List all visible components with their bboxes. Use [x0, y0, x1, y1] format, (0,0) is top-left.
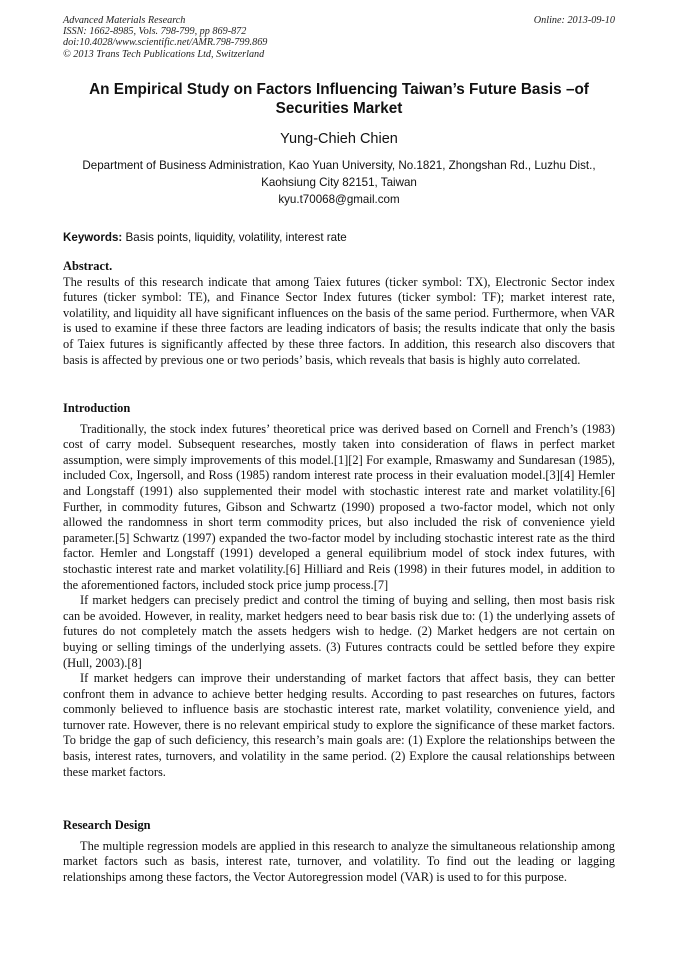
author-name: Yung-Chieh Chien: [280, 131, 398, 147]
paper-title: An Empirical Study on Factors Influencing Taiwan’s Future Basis –of Securities Market: [89, 81, 589, 117]
introduction-heading: Introduction: [63, 401, 131, 415]
online-date: Online: 2013-09-10: [533, 15, 615, 26]
introduction-section: [63, 401, 615, 780]
abstract-heading: Abstract.: [63, 259, 113, 273]
copyright-line: © 2013 Trans Tech Publications Ltd, Switzerland: [63, 48, 265, 60]
introduction-paragraph: If market hedgers can precisely predict and control the timing of buying and selling, then most basis risk can be avoided. However, in reality, market hedgers need to bear basis risk due to: (1) the underlying assets of futures do not completely match the assets hedgers wish to hedge. (2) Market hedgers are not certain on buying or selling timings of the underlying assets. (3) Futures contracts could be settled before they expire (Hull, 2003).[8]: [63, 593, 615, 670]
research-design-heading: Research Design: [63, 818, 151, 832]
abstract-section: [63, 259, 615, 368]
abstract-text: The results of this research indicate that among Taiex futures (ticker symbol: TX), Electronic Sector index futures (ticker symbol: TE), and Finance Sector Index futures (ticker symbol: TF); market interest rate, volatility, and liquidity all have significant influences on the basis of the same period. Furthermore, when VAR is used to examine if these three factors are leading indicators of basis; the results indicate that only the basis of Taiex futures is significantly affected by these three factors. In addition, this research also discovers that basis is affected by previous one or two periods’ basis, which reveals that basis is highly auto correlated.: [63, 274, 615, 367]
introduction-paragraph: If market hedgers can improve their understanding of market factors that affect basis, they can better confront them in advance to achieve better hedging results. According to past researches on futures, factors commonly believed to influence basis are stochastic interest rate, market volatility, convenience yield, and turnover rate. However, there is no relevant empirical study to explore the significance of these market factors. To bridge the gap of such deficiency, this research’s main goals are: (1) Explore the relationships between the basis, interest rates, turnovers, and volatility in the same period. (2) Explore the causal relationships between these market factors.: [63, 671, 615, 779]
doi-line: doi:10.4028/www.scientific.net/AMR.798-799.869: [63, 37, 268, 49]
affiliation: Department of Business Administration, Kao Yuan University, No.1821, Zhongshan Rd., Luzhu Dist., Kaohsiung City 82151, Taiwan: [82, 159, 596, 189]
keywords: [63, 231, 615, 244]
introduction-paragraph: Traditionally, the stock index futures’ theoretical price was derived based on Cornell and French’s (1983) cost of carry model. Subsequent researches, mostly taken into consideration of flaws in perfect market assumption, were simply improvements of this model.[1][2] For example, Rmaswamy and Sundaresan (1985), included Cox, Ingersoll, and Ross (1985) random interest rate process in their evaluation model.[3][4] Hemler and Longstaff (1991) also supplemented their model with stochastic interest rate and market volatility.[6] Further, in commodity futures, Gibson and Schwartz (1990) proposed a two-factor model, which not only allowed the randomness in short term commodity prices, but also included the risk of convenience yield parameter.[5] Schwartz (1997) expanded the two-factor model by including stochastic interest rate as the third factor. Hemler and Longstaff (1991) developed a general equilibrium model of stock index futures, with stochastic interest rate and market volatility.[6] Hilliard and Reis (1998) in their futures model, in addition to the aforementioned factors, included stock price jump process.[7]: [63, 421, 615, 592]
issn-line: ISSN: 1662-8985, Vols. 798-799, pp 869-872: [63, 26, 247, 38]
research-design-section: [63, 818, 615, 885]
journal-name: Advanced Materials Research: [63, 15, 186, 26]
research-design-paragraph: The multiple regression models are applied in this research to analyze the simultaneous relationship among market factors such as basis, interest rate, turnover, and volatility. To find out the leading or lagging relationships among these factors, the Vector Autoregression model (VAR) is used to for this purpose.: [63, 838, 615, 884]
journal-header: [63, 15, 615, 60]
keywords-label: Keywords:: [63, 231, 123, 244]
author-email: kyu.t70068@gmail.com: [278, 193, 400, 206]
keywords-text: Basis points, liquidity, volatility, interest rate: [125, 231, 347, 244]
